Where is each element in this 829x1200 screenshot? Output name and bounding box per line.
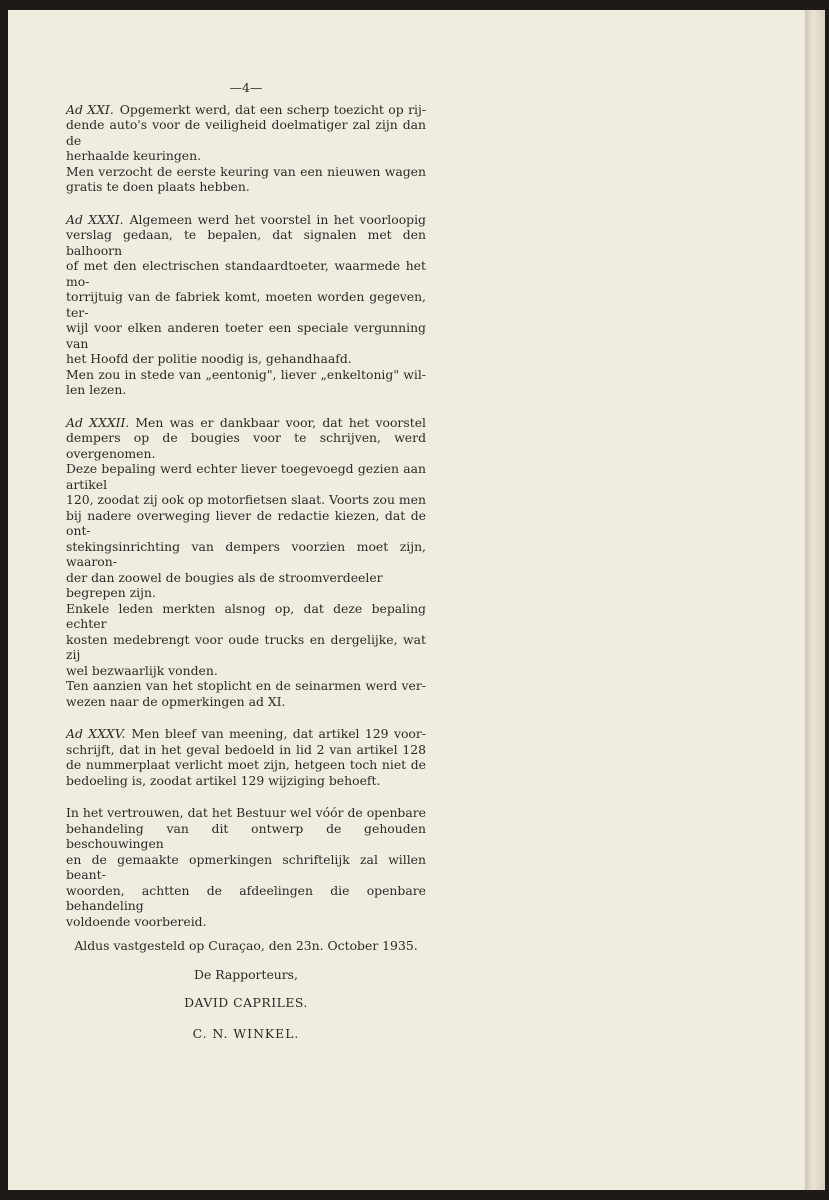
section-label: Ad XXXII. [66, 414, 130, 430]
section-3 [66, 726, 426, 788]
closing-paragraph [66, 805, 426, 929]
signatory-1: DAVID CAPRILES. [184, 995, 308, 1010]
section-1 [66, 212, 426, 398]
section-line [66, 212, 426, 228]
section-line: schrijft, dat in het geval bedoeld in lid 2 van artikel 128 [66, 741, 426, 757]
closing-line: woorden, achtten de afdeelingen die openbare behandeling [66, 882, 426, 913]
section-line: dempers op de bougies voor te schrijven, werd overgenomen. [66, 430, 426, 461]
section-line: bij nadere overweging liever de redactie kiezen, dat de ont- [66, 507, 426, 538]
section-label: Ad XXXI. [66, 211, 124, 227]
section-extra-line: wel bezwaarlijk vonden. [66, 662, 218, 678]
section-line [66, 415, 426, 431]
section-extra-line: kosten medebrengt voor oude trucks en dergelijke, wat zij [66, 631, 426, 662]
closing-line: In het vertrouwen, dat het Bestuur wel vóór de openbare [66, 805, 426, 820]
section-extra-line: Men zou in stede van „eentonig", liever „enkeltonig" wil- [66, 366, 426, 382]
sections [66, 102, 426, 789]
section-line: 120, zoodat zij ook op motorfietsen slaat. Voorts zou men [66, 492, 426, 507]
section-line: stekingsinrichting van dempers voorzien moet zijn, waaron- [66, 538, 426, 569]
section-line: dende auto's voor de veiligheid doelmatiger zal zijn dan de [66, 117, 426, 148]
closing-line: en de gemaakte opmerkingen schriftelijk zal willen beant- [66, 851, 426, 882]
page-content [66, 80, 426, 1041]
section-line: Deze bepaling werd echter liever toegevoegd gezien aan artikel [66, 461, 426, 492]
section-line: wijl voor elken anderen toeter een speciale vergunning van [66, 320, 426, 351]
section-0 [66, 102, 426, 195]
section-extra-line: Men verzocht de eerste keuring van een nieuwen wagen [66, 163, 426, 179]
section-line: herhaalde keuringen. [66, 148, 202, 163]
section-label: Ad XXXV. [66, 726, 126, 741]
signatory-2: C. N. WINKEL. [192, 1025, 300, 1041]
section-2 [66, 415, 426, 710]
section-line: torrijtuig van de fabriek komt, moeten worden gegeven, ter- [66, 289, 426, 320]
section-text: Algemeen werd het voorstel in het voorloopig [129, 211, 426, 227]
section-extra-line: gratis te doen plaats hebben. [66, 179, 250, 194]
section-line: het Hoofd der politie noodig is, gehandhaafd. [66, 351, 352, 366]
section-line: der dan zoowel de bougies als de stroomverdeeler begrepen zijn. [66, 569, 383, 600]
section-extra-line: wezen naar de opmerkingen ad XI. [66, 693, 286, 709]
section-extra-line: Ten aanzien van het stoplicht en de seinarmen werd ver- [66, 678, 426, 693]
page-number: —4— [229, 80, 263, 95]
section-extra-line: len lezen. [66, 382, 127, 397]
section-line: of met den electrischen standaardtoeter, waarmede het mo- [66, 258, 426, 289]
page-edge [805, 10, 825, 1190]
section-text: Opgemerkt werd, dat een scherp toezicht op rij- [119, 101, 427, 117]
section-text: Men was er dankbaar voor, dat het voorstel [135, 414, 426, 430]
section-line [66, 726, 426, 742]
closing-line: voldoende voorbereid. [66, 913, 207, 929]
section-line: bedoeling is, zoodat artikel 129 wijziging behoeft. [66, 772, 381, 788]
section-line: de nummerplaat verlicht moet zijn, hetgeen toch niet de [66, 757, 426, 772]
document-page [8, 10, 805, 1190]
section-line: verslag gedaan, te bepalen, dat signalen met den balhoorn [66, 227, 426, 258]
closing-line: behandeling van dit ontwerp de gehouden beschouwingen [66, 820, 426, 851]
section-line [66, 102, 426, 118]
section-text: Men bleef van meening, dat artikel 129 voor- [131, 726, 426, 741]
section-extra-line: Enkele leden merkten alsnog op, dat deze bepaling echter [66, 600, 426, 631]
section-label: Ad XXI. [66, 101, 114, 117]
signatories-title: De Rapporteurs, [194, 966, 298, 982]
date-line: Aldus vastgesteld op Curaçao, den 23n. October 1935. [74, 938, 418, 953]
